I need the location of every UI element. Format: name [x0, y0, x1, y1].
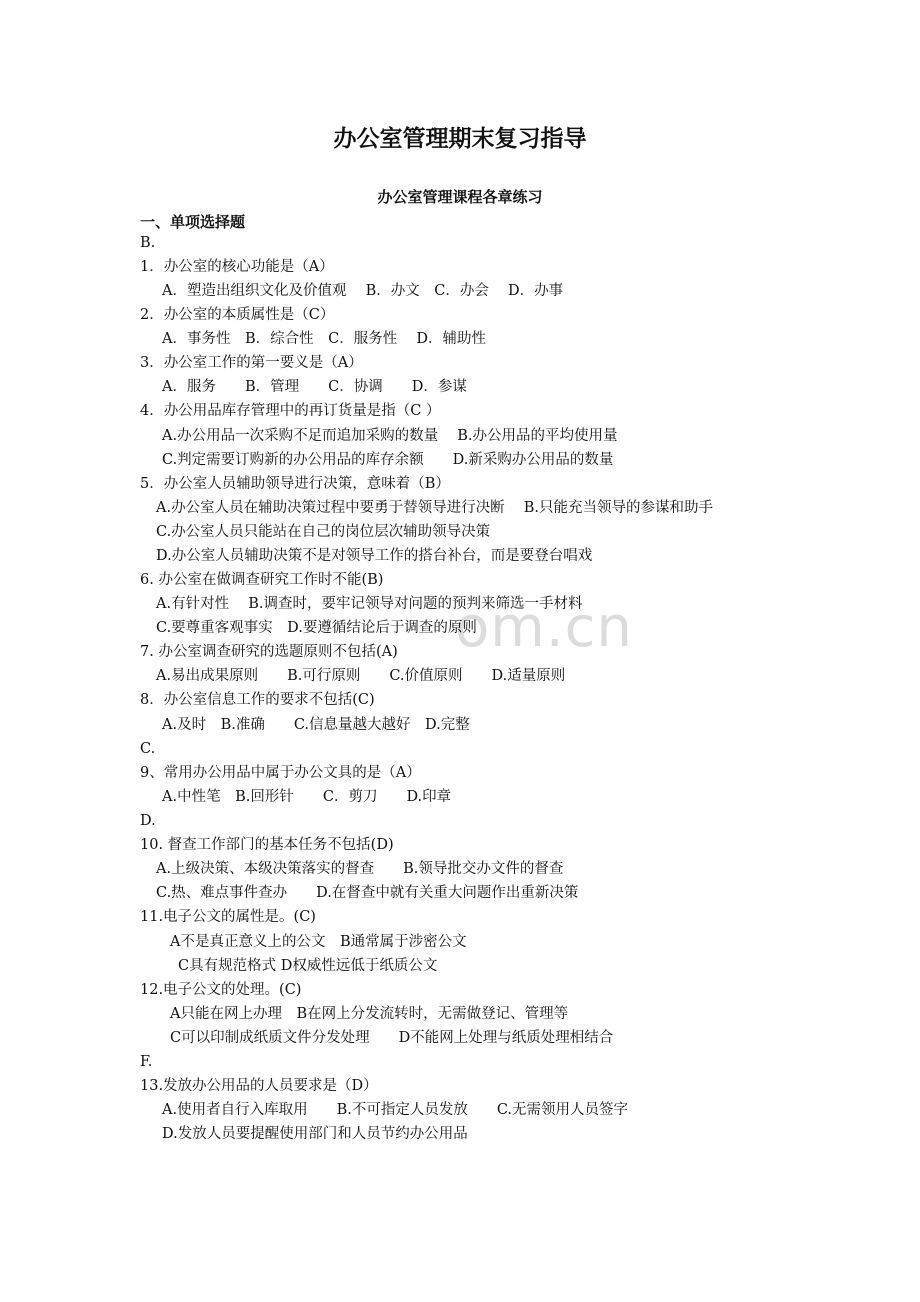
question-12: 12.电子公文的处理。(C)	[140, 982, 302, 998]
question-13: 13.发放办公用品的人员要求是（D）	[140, 1078, 378, 1094]
question-5: 5．办公室人员辅助领导进行决策，意味着（B）	[140, 476, 450, 492]
options-4-cd: C.判定需要订购新的办公用品的库存余额 D.新采购办公用品的数量	[162, 452, 614, 468]
answer-marker: B.	[140, 235, 156, 251]
answer-marker: C.	[140, 741, 156, 757]
question-7: 7. 办公室调查研究的选题原则不包括(A)	[140, 644, 398, 660]
watermark: om.cn	[455, 595, 633, 660]
question-11: 11.电子公文的属性是。(C)	[140, 909, 316, 925]
options-4-ab: A.办公用品一次采购不足而追加采购的数量 B.办公用品的平均使用量	[162, 428, 618, 444]
options-12-ab: A只能在网上办理 B在网上分发流转时，无需做登记、管理等	[170, 1006, 569, 1022]
question-4: 4．办公用品库存管理中的再订货量是指（C ）	[140, 403, 441, 419]
question-3: 3．办公室工作的第一要义是（A）	[140, 355, 363, 371]
section-heading: 一、单项选择题	[140, 213, 246, 231]
options-9: A.中性笔 B.回形针 C．剪刀 D.印章	[162, 789, 452, 805]
options-3: A．服务 B．管理 C．协调 D．参谋	[162, 379, 467, 395]
document-subtitle: 办公室管理课程各章练习	[377, 188, 543, 206]
question-9: 9、常用办公用品中属于办公文具的是（A）	[140, 765, 421, 781]
options-7: A.易出成果原则 B.可行原则 C.价值原则 D.适量原则	[156, 668, 566, 684]
question-8: 8．办公室信息工作的要求不包括(C)	[140, 692, 375, 708]
options-10-ab: A.上级决策、本级决策落实的督查 B.领导批交办文件的督查	[156, 861, 564, 877]
options-5-d: D.办公室人员辅助决策不是对领导工作的搭台补台，而是要登台唱戏	[156, 548, 593, 564]
options-1: A．塑造出组织文化及价值观 B．办文 C．办会 D．办事	[162, 283, 564, 299]
question-2: 2．办公室的本质属性是（C）	[140, 307, 335, 323]
document-title: 办公室管理期末复习指导	[333, 126, 587, 152]
options-11-cd: C具有规范格式 D权威性远低于纸质公文	[178, 958, 438, 974]
answer-marker: D.	[140, 813, 156, 829]
options-12-cd: C可以印制成纸质文件分发处理 D不能网上处理与纸质处理相结合	[170, 1030, 614, 1046]
question-6: 6. 办公室在做调查研究工作时不能(B)	[140, 572, 384, 588]
options-6-ab: A.有针对性 B.调查时，要牢记领导对问题的预判来筛选一手材料	[156, 596, 583, 612]
options-8: A.及时 B.准确 C.信息量越大越好 D.完整	[162, 717, 470, 733]
options-13-abc: A.使用者自行入库取用 B.不可指定人员发放 C.无需领用人员签字	[162, 1102, 629, 1118]
options-2: A．事务性 B．综合性 C．服务性 D．辅助性	[162, 331, 486, 347]
options-6-cd: C.要尊重客观事实 D.要遵循结论后于调查的原则	[156, 620, 477, 636]
options-5-ab: A.办公室人员在辅助决策过程中要勇于替领导进行决断 B.只能充当领导的参谋和助手	[156, 500, 713, 516]
question-1: 1．办公室的核心功能是（A）	[140, 259, 334, 275]
options-13-d: D.发放人员要提醒使用部门和人员节约办公用品	[162, 1126, 468, 1142]
options-11-ab: A不是真正意义上的公文 B通常属于涉密公文	[170, 934, 467, 950]
options-5-c: C.办公室人员只能站在自己的岗位层次辅助领导决策	[156, 524, 491, 540]
options-10-cd: C.热、难点事件查办 D.在督查中就有关重大问题作出重新决策	[156, 885, 579, 901]
question-10: 10. 督查工作部门的基本任务不包括(D)	[140, 837, 394, 853]
answer-marker: F.	[140, 1054, 153, 1070]
